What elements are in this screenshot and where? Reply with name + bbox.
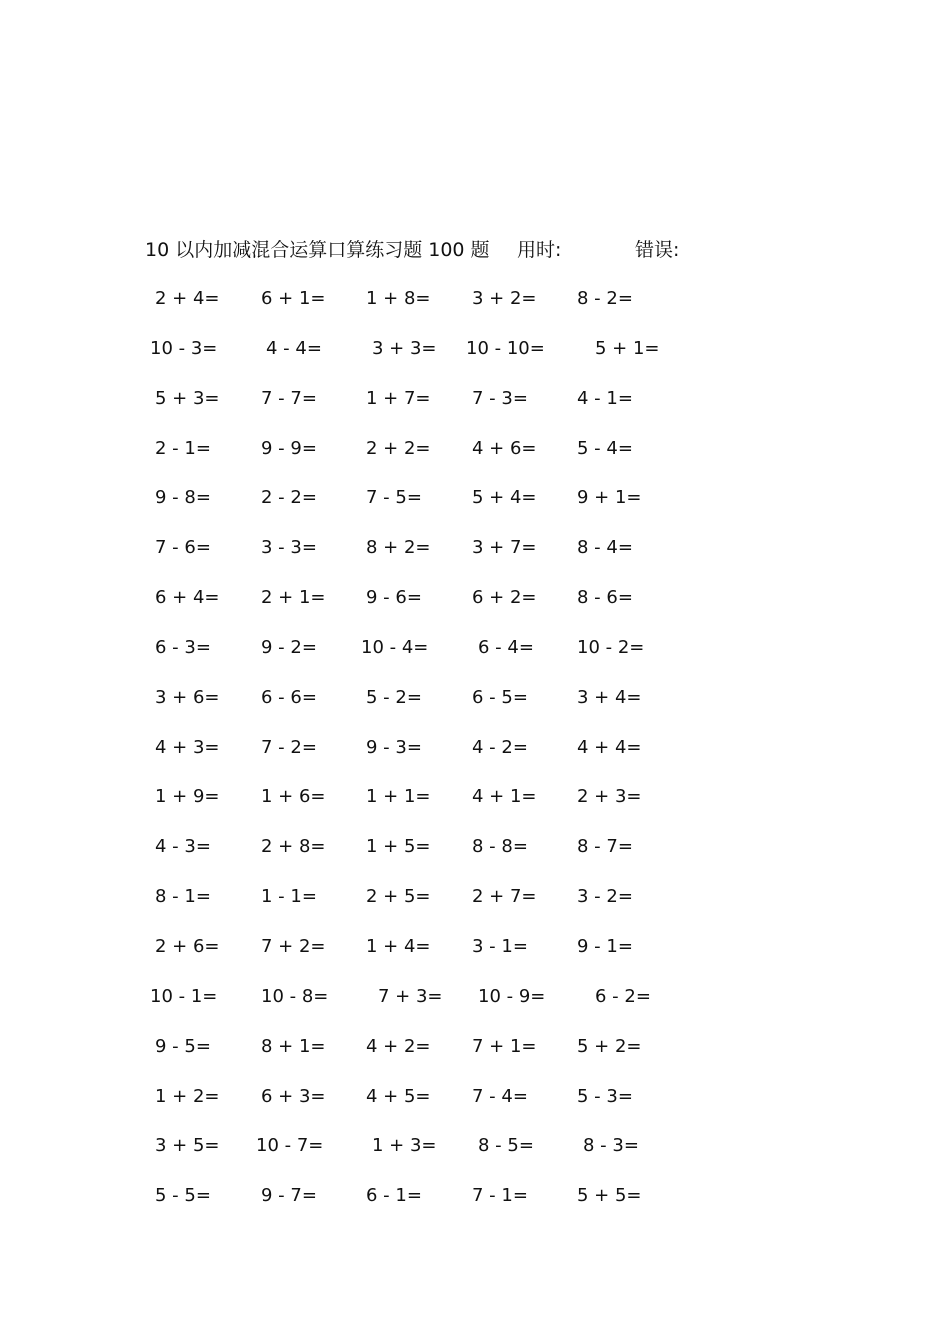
- arithmetic-problem: 9 - 5=: [155, 1035, 211, 1057]
- arithmetic-problem: 6 - 3=: [155, 636, 211, 658]
- arithmetic-problem: 1 + 7=: [366, 387, 431, 409]
- arithmetic-problem: 4 - 1=: [577, 387, 633, 409]
- arithmetic-problem: 5 - 2=: [366, 686, 422, 708]
- arithmetic-problem: 4 + 6=: [472, 437, 537, 459]
- arithmetic-problem: 2 + 4=: [155, 288, 220, 309]
- arithmetic-problem: 10 - 4=: [361, 636, 429, 658]
- arithmetic-problem: 4 + 3=: [155, 736, 220, 758]
- worksheet-title: 10 以内加减混合运算口算练习题 100 题: [145, 239, 490, 261]
- arithmetic-problem: 10 - 2=: [577, 636, 645, 658]
- arithmetic-problem: 3 - 3=: [261, 537, 317, 559]
- arithmetic-problem: 7 - 3=: [472, 387, 528, 409]
- arithmetic-problem: 6 + 4=: [155, 587, 220, 609]
- arithmetic-problem: 1 + 6=: [261, 786, 326, 808]
- arithmetic-problem: 1 + 5=: [366, 836, 431, 858]
- arithmetic-problem: 6 + 3=: [261, 1085, 326, 1107]
- arithmetic-problem: 8 - 4=: [577, 537, 633, 559]
- arithmetic-problem: 2 + 2=: [366, 437, 431, 459]
- arithmetic-problem: 7 - 7=: [261, 387, 317, 409]
- arithmetic-problem: 5 + 5=: [577, 1185, 642, 1207]
- arithmetic-problem: 2 - 2=: [261, 487, 317, 509]
- arithmetic-problem: 4 + 4=: [577, 736, 642, 758]
- error-count-label: 错误:: [635, 239, 680, 261]
- arithmetic-problem: 3 + 2=: [472, 288, 537, 309]
- arithmetic-problem: 3 - 1=: [472, 935, 528, 957]
- arithmetic-problem: 1 + 3=: [372, 1135, 437, 1157]
- arithmetic-problem: 2 + 8=: [261, 836, 326, 858]
- arithmetic-problem: 10 - 1=: [150, 985, 218, 1007]
- arithmetic-problem: 7 + 2=: [261, 935, 326, 957]
- arithmetic-problem: 7 + 3=: [378, 985, 443, 1007]
- arithmetic-problem: 9 - 7=: [261, 1185, 317, 1207]
- arithmetic-problem: 1 + 8=: [366, 288, 431, 309]
- arithmetic-problem: 5 - 3=: [577, 1085, 633, 1107]
- arithmetic-problem: 8 - 5=: [478, 1135, 534, 1157]
- arithmetic-problem: 5 + 2=: [577, 1035, 642, 1057]
- arithmetic-problem: 7 - 4=: [472, 1085, 528, 1107]
- arithmetic-problem: 10 - 10=: [466, 337, 545, 359]
- arithmetic-problem: 2 + 3=: [577, 786, 642, 808]
- arithmetic-problem: 8 + 2=: [366, 537, 431, 559]
- arithmetic-problem: 6 - 4=: [478, 636, 534, 658]
- arithmetic-problem: 3 + 3=: [372, 337, 437, 359]
- arithmetic-problem: 9 - 8=: [155, 487, 211, 509]
- arithmetic-problem: 10 - 3=: [150, 337, 218, 359]
- arithmetic-problem: 2 + 6=: [155, 935, 220, 957]
- arithmetic-problem: 3 + 7=: [472, 537, 537, 559]
- arithmetic-problem: 6 + 1=: [261, 288, 326, 309]
- arithmetic-problem: 3 + 4=: [577, 686, 642, 708]
- arithmetic-problem: 4 + 5=: [366, 1085, 431, 1107]
- arithmetic-problem: 8 - 2=: [577, 288, 633, 309]
- time-used-label: 用时:: [517, 239, 562, 261]
- arithmetic-problem: 5 - 5=: [155, 1185, 211, 1207]
- arithmetic-problem: 6 + 2=: [472, 587, 537, 609]
- arithmetic-problem: 4 - 2=: [472, 736, 528, 758]
- arithmetic-problem: 1 + 4=: [366, 935, 431, 957]
- arithmetic-problem: 8 + 1=: [261, 1035, 326, 1057]
- arithmetic-problem: 8 - 1=: [155, 886, 211, 908]
- arithmetic-problem: 2 + 1=: [261, 587, 326, 609]
- arithmetic-problem: 1 + 2=: [155, 1085, 220, 1107]
- arithmetic-problem: 5 + 4=: [472, 487, 537, 509]
- arithmetic-problem: 10 - 7=: [256, 1135, 324, 1157]
- arithmetic-problem: 9 - 6=: [366, 587, 422, 609]
- arithmetic-problem: 4 + 2=: [366, 1035, 431, 1057]
- worksheet-header: [145, 236, 745, 264]
- arithmetic-problem: 9 - 9=: [261, 437, 317, 459]
- arithmetic-problem: 10 - 8=: [261, 985, 329, 1007]
- arithmetic-problem: 9 - 3=: [366, 736, 422, 758]
- arithmetic-problem: 3 + 5=: [155, 1135, 220, 1157]
- arithmetic-problem: 9 - 1=: [577, 935, 633, 957]
- arithmetic-problem: 4 - 3=: [155, 836, 211, 858]
- arithmetic-problem: 1 + 9=: [155, 786, 220, 808]
- arithmetic-problem: 4 - 4=: [266, 337, 322, 359]
- arithmetic-problem: 7 - 6=: [155, 537, 211, 559]
- arithmetic-problem: 6 - 5=: [472, 686, 528, 708]
- arithmetic-problem: 7 + 1=: [472, 1035, 537, 1057]
- arithmetic-problem: 10 - 9=: [478, 985, 546, 1007]
- arithmetic-problem: 1 + 1=: [366, 786, 431, 808]
- arithmetic-problem: 7 - 2=: [261, 736, 317, 758]
- arithmetic-problem: 1 - 1=: [261, 886, 317, 908]
- arithmetic-problem: 9 - 2=: [261, 636, 317, 658]
- arithmetic-problem: 6 - 1=: [366, 1185, 422, 1207]
- arithmetic-problem: 2 + 5=: [366, 886, 431, 908]
- arithmetic-problem: 7 - 5=: [366, 487, 422, 509]
- arithmetic-problem: 6 - 2=: [595, 985, 651, 1007]
- arithmetic-problem: 5 + 1=: [595, 337, 660, 359]
- arithmetic-problem: 8 - 8=: [472, 836, 528, 858]
- arithmetic-problem: 8 - 6=: [577, 587, 633, 609]
- arithmetic-problem: 4 + 1=: [472, 786, 537, 808]
- arithmetic-problem: 3 - 2=: [577, 886, 633, 908]
- arithmetic-problem: 8 - 3=: [583, 1135, 639, 1157]
- arithmetic-problem: 5 - 4=: [577, 437, 633, 459]
- arithmetic-problem: 2 + 7=: [472, 886, 537, 908]
- arithmetic-problem: 6 - 6=: [261, 686, 317, 708]
- arithmetic-problem: 8 - 7=: [577, 836, 633, 858]
- arithmetic-problem: 7 - 1=: [472, 1185, 528, 1207]
- arithmetic-problem: 2 - 1=: [155, 437, 211, 459]
- arithmetic-problem: 3 + 6=: [155, 686, 220, 708]
- arithmetic-problem: 5 + 3=: [155, 387, 220, 409]
- arithmetic-problem: 9 + 1=: [577, 487, 642, 509]
